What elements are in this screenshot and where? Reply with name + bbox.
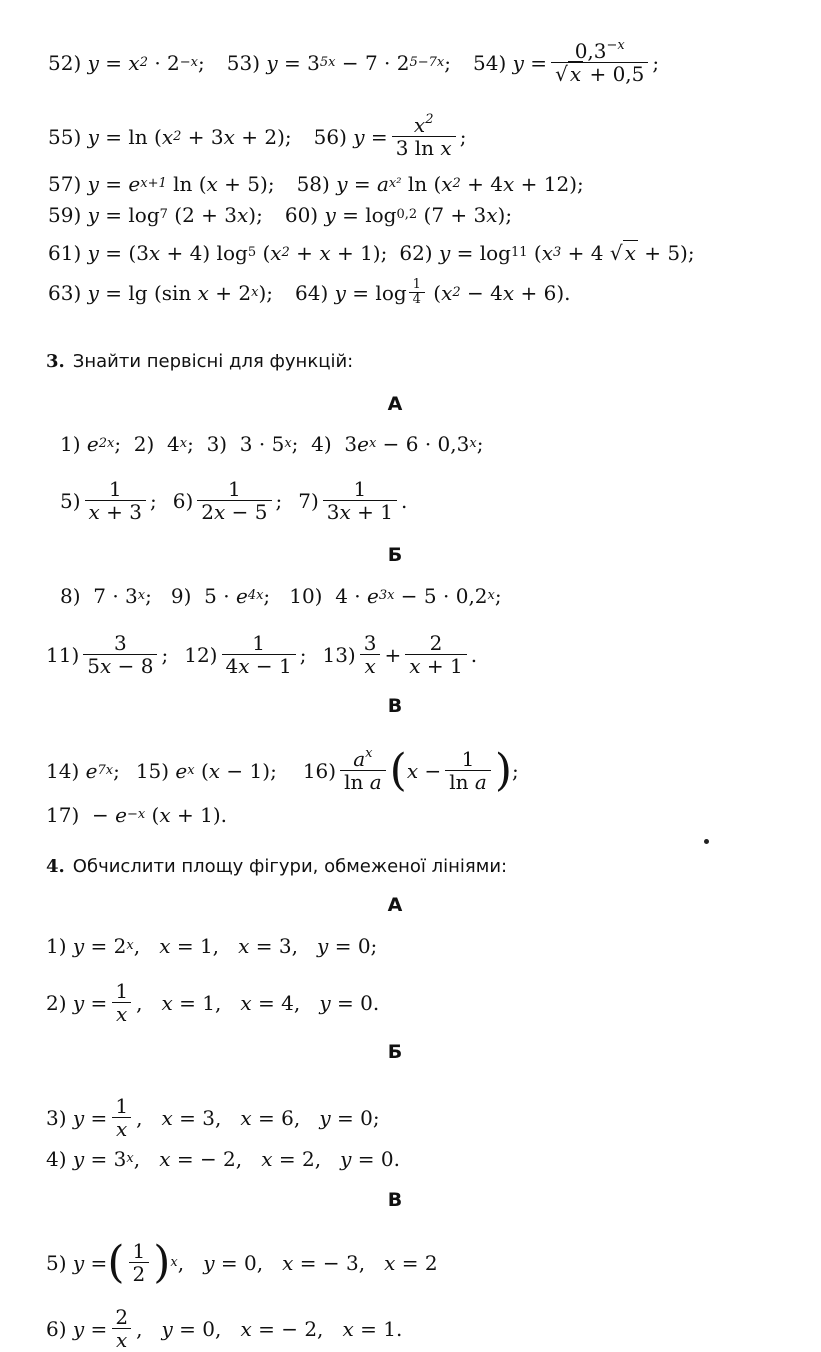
problems-61-62: 61) y = (3 x + 4) log 5 ( x 2 + x + 1); 62) y = log 11 ( x 3 + 4 √ x + 5); bbox=[48, 240, 695, 265]
section-4-a-line-2: 2) y = $\frac{1}{x}$ , x = 1, x = 4, y = 0. bbox=[46, 979, 380, 1026]
section-3-level-b: Б bbox=[387, 544, 403, 566]
problems-52-54: 52) y = x 2 · 2 −x ; 53) y = 3 5x − 7 · 2 5−7x ; 54) y = $\frac{0,3^{-x}}{√ x + 0,5}$ ; bbox=[48, 38, 660, 86]
section-3-level-a: А bbox=[387, 393, 403, 415]
section-3-v-line-1: 14) e 7x ; 15) e x ( x − 1); 16) $\frac{a^x}{\text{ln a}}$ ( x − $\frac{1}{\text{ln a}}$ ) ; bbox=[46, 744, 519, 796]
section-3-title: Знайти первісні для функцій: bbox=[72, 351, 354, 372]
section-3-number: 3. bbox=[46, 351, 65, 372]
section-3-b-line-2: 11) $\frac{3}{5x - 8}$ ; 12) $\frac{1}{4x - 1}$ ; 13) $\frac{3}{x}$ + $\frac{2}{x + 1}$ . bbox=[46, 631, 478, 678]
section-4-heading bbox=[46, 855, 507, 879]
section-4-v-line-1: 5) y = ( $\frac{1}{2}$ ) x , y = 0, x = − 3, x = 2 bbox=[46, 1236, 438, 1288]
section-4-b-line-2: 4) y = 3 x , x = − 2, x = 2, y = 0. bbox=[46, 1147, 401, 1171]
section-3-v-line-2: 17) − e −x ( x + 1). bbox=[46, 803, 227, 827]
section-3-b-line-1: 8) 7 · 3 x ; 9) 5 · e 4x ; 10) 4 · e 3x − 5 · 0,2 x ; bbox=[60, 584, 502, 608]
section-3-a-line-2: 5) $\frac{1}{x + 3}$ ; 6) $\frac{1}{2x - 5}$ ; 7) $\frac{1}{3x + 1}$ . bbox=[60, 477, 408, 524]
section-4-b-line-1: 3) y = $\frac{1}{x}$ , x = 3, x = 6, y = 0; bbox=[46, 1094, 380, 1141]
problems-63-64: 63) y = lg (sin x + 2 x ); 64) y = log $\frac{1}{4}$ ( x 2 − 4 x + 6). bbox=[48, 277, 571, 307]
section-4-number: 4. bbox=[46, 856, 65, 877]
problems-59-60: 59) y = log 7 (2 + 3 x ); 60) y = log 0,2 (7 + 3 x ); bbox=[48, 203, 513, 227]
section-3-a-line-1: 1) e 2x ; 2) 4 x ; 3) 3 · 5 x ; 4) 3 e x − 6 · 0,3 x ; bbox=[60, 432, 484, 456]
section-4-level-b: Б bbox=[387, 1041, 403, 1063]
section-4-title: Обчислити площу фігури, обмеженої лініями: bbox=[72, 856, 508, 877]
print-speck bbox=[704, 839, 709, 844]
section-4-level-a: А bbox=[387, 894, 403, 916]
section-3-heading bbox=[46, 350, 353, 374]
section-4-level-v: В bbox=[387, 1189, 403, 1211]
section-4-a-line-1: 1) y = 2 x , x = 1, x = 3, y = 0; bbox=[46, 934, 378, 958]
section-4-v-line-2: 6) y = $\frac{2}{x}$ , y = 0, x = − 2, x = 1. bbox=[46, 1305, 403, 1352]
problems-55-56: 55) y = ln ( x 2 + 3 x + 2); 56) y = $\frac{x^2}{\text{3 ln x}}$ ; bbox=[48, 112, 467, 160]
problems-57-58: 57) y = e x+1 ln ( x + 5); 58) y = a x² ln ( x 2 + 4 x + 12); bbox=[48, 172, 584, 196]
section-3-level-v: В bbox=[387, 695, 403, 717]
